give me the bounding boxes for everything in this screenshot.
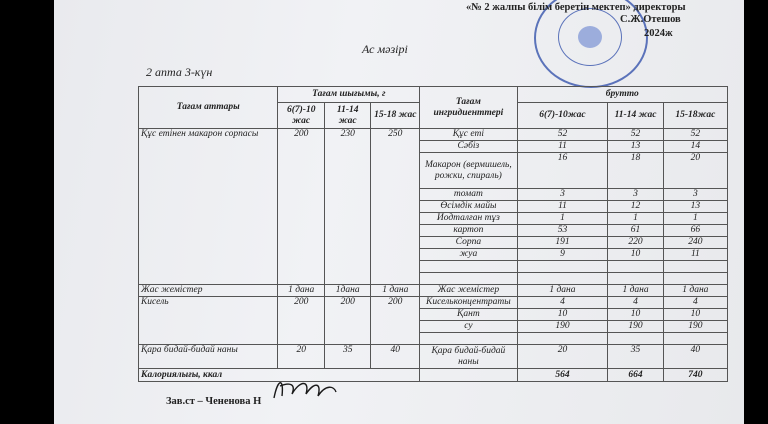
ingredient-name: Сәбіз — [420, 141, 517, 153]
ingredient-name: Қант — [420, 309, 517, 321]
brutto-value: 1 дана — [608, 285, 663, 297]
page-subtitle: 2 апта 3-күн — [146, 65, 213, 79]
ingredient-name: Өсімдік майы — [420, 201, 517, 213]
brutto-value: 11 — [517, 201, 608, 213]
ingredient-name — [420, 261, 517, 273]
brutto-value: 14 — [663, 141, 727, 153]
portion-value: 230 — [324, 129, 370, 285]
portion-value: 40 — [371, 345, 420, 369]
col-brutto-age-1: 6(7)-10жас — [517, 103, 608, 129]
brutto-value: 1 — [608, 213, 663, 225]
brutto-value: 3 — [663, 189, 727, 201]
brutto-value: 61 — [608, 225, 663, 237]
brutto-value — [663, 333, 727, 345]
brutto-value: 11 — [517, 141, 608, 153]
col-brutto-age-2: 11-14 жас — [608, 103, 663, 129]
brutto-value: 10 — [608, 309, 663, 321]
portion-value: 200 — [278, 297, 324, 345]
col-brutto: брутто — [517, 87, 727, 103]
dish-name: Қара бидай-бидай наны — [139, 345, 278, 369]
brutto-value — [663, 273, 727, 285]
brutto-value: 1 дана — [517, 285, 608, 297]
brutto-value: 3 — [517, 189, 608, 201]
dish-name: Құс етінен макарон сорпасы — [139, 129, 278, 285]
brutto-value: 4 — [663, 297, 727, 309]
brutto-value: 53 — [517, 225, 608, 237]
brutto-value: 52 — [663, 129, 727, 141]
brutto-value: 35 — [608, 345, 663, 369]
brutto-value: 20 — [663, 153, 727, 189]
brutto-value: 10 — [517, 309, 608, 321]
calories-value: 564 — [517, 369, 608, 382]
brutto-value: 20 — [517, 345, 608, 369]
ingredient-name: Кисельконцентраты — [420, 297, 517, 309]
header-school: «№ 2 жалпы білім беретін мектеп» директоры — [466, 2, 686, 13]
brutto-value: 52 — [608, 129, 663, 141]
brutto-value — [608, 273, 663, 285]
brutto-value — [517, 273, 608, 285]
brutto-value: 4 — [517, 297, 608, 309]
brutto-value: 4 — [608, 297, 663, 309]
col-age-1: 6(7)-10 жас — [278, 103, 324, 129]
portion-value: 20 — [278, 345, 324, 369]
brutto-value — [517, 261, 608, 273]
calories-label: Калориялығы, ккал — [139, 369, 420, 382]
brutto-value: 3 — [608, 189, 663, 201]
portion-value: 200 — [278, 129, 324, 285]
portion-value: 1 дана — [371, 285, 420, 297]
brutto-value: 66 — [663, 225, 727, 237]
page-title: Ас мәзірі — [362, 42, 408, 56]
brutto-value: 12 — [608, 201, 663, 213]
brutto-value: 16 — [517, 153, 608, 189]
col-ingredients: Тағам ингридиенттері — [420, 87, 517, 129]
ingredient-name: Сорпа — [420, 237, 517, 249]
brutto-value: 10 — [608, 249, 663, 261]
brutto-value: 220 — [608, 237, 663, 249]
brutto-value: 9 — [517, 249, 608, 261]
portion-value: 1 дана — [278, 285, 324, 297]
ingredient-name: Йодталған тұз — [420, 213, 517, 225]
ingredient-name: Қара бидай-бидай наны — [420, 345, 517, 369]
brutto-value: 10 — [663, 309, 727, 321]
col-age-2: 11-14 жас — [324, 103, 370, 129]
right-black-border — [744, 0, 768, 424]
brutto-value — [608, 333, 663, 345]
ingredient-name — [420, 273, 517, 285]
brutto-value: 1 — [663, 213, 727, 225]
ingredient-name: картоп — [420, 225, 517, 237]
col-age-3: 15-18 жас — [371, 103, 420, 129]
portion-value: 35 — [324, 345, 370, 369]
ingredient-name: Жас жемістер — [420, 285, 517, 297]
brutto-value: 40 — [663, 345, 727, 369]
brutto-value: 11 — [663, 249, 727, 261]
ingredient-name: жуа — [420, 249, 517, 261]
brutto-value: 240 — [663, 237, 727, 249]
brutto-value: 18 — [608, 153, 663, 189]
brutto-value: 190 — [663, 321, 727, 333]
ingredient-name: су — [420, 321, 517, 333]
brutto-value — [663, 261, 727, 273]
document-page — [54, 0, 744, 424]
signature — [270, 374, 340, 404]
brutto-value: 13 — [663, 201, 727, 213]
portion-value: 200 — [371, 297, 420, 345]
portion-value: 250 — [371, 129, 420, 285]
portion-value: 1дана — [324, 285, 370, 297]
header-director: С.Ж.Отешов — [620, 14, 681, 25]
left-black-border — [0, 0, 54, 424]
brutto-value — [517, 333, 608, 345]
brutto-value — [608, 261, 663, 273]
portion-value: 200 — [324, 297, 370, 345]
brutto-value: 13 — [608, 141, 663, 153]
brutto-value: 1 — [517, 213, 608, 225]
brutto-value: 190 — [517, 321, 608, 333]
dish-name: Жас жемістер — [139, 285, 278, 297]
dish-name: Кисель — [139, 297, 278, 345]
col-brutto-age-3: 15-18жас — [663, 103, 727, 129]
brutto-value: 190 — [608, 321, 663, 333]
ingredient-name: Құс еті — [420, 129, 517, 141]
header-date: 2024ж — [644, 28, 673, 39]
col-portion: Тағам шығымы, г — [278, 87, 420, 103]
calories-value: 740 — [663, 369, 727, 382]
menu-table — [138, 86, 728, 382]
footer-signatory: Зав.ст – Чененова Н — [166, 396, 262, 407]
brutto-value: 1 дана — [663, 285, 727, 297]
ingredient-name: Макарон (вермишель, рожки, спираль) — [420, 153, 517, 189]
col-dish-names: Тағам аттары — [139, 87, 278, 129]
ingredient-name — [420, 333, 517, 345]
brutto-value: 52 — [517, 129, 608, 141]
calories-value: 664 — [608, 369, 663, 382]
ingredient-name: томат — [420, 189, 517, 201]
brutto-value: 191 — [517, 237, 608, 249]
